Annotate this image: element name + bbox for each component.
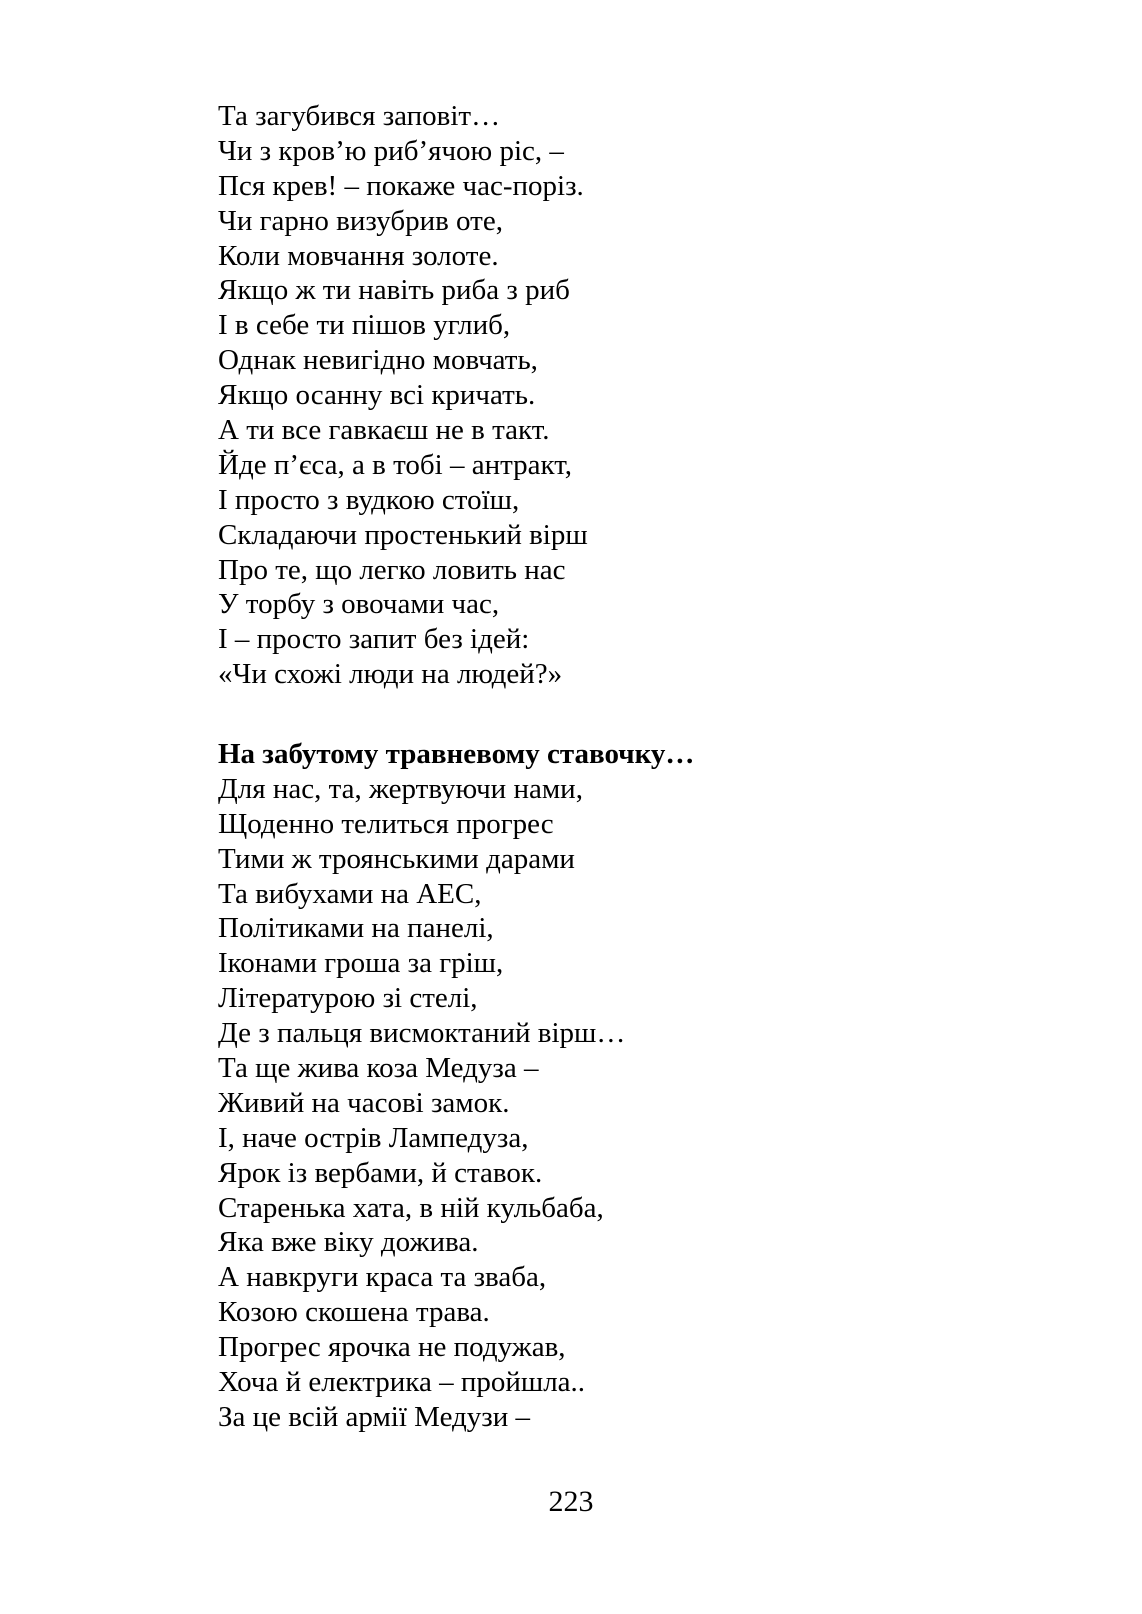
poem-line: За це всій армії Медузи – <box>218 1400 531 1433</box>
poem-line: Для нас, та, жертвуючи нами, <box>218 772 583 805</box>
poem-line: Літературою зі стелі, <box>218 982 478 1015</box>
poem-line: Та ще жива коза Медуза – <box>218 1052 539 1085</box>
poem-line: «Чи схожі люди на людей?» <box>218 658 563 691</box>
poem-line: І в себе ти пішов углиб, <box>218 309 511 342</box>
poem-line: А навкруги краса та зваба, <box>218 1261 547 1294</box>
poem-new <box>218 737 1018 1435</box>
poem-line: Чи з кров’ю риб’ячою ріс, – <box>218 134 564 167</box>
poem-line: Прогрес ярочка не подужав, <box>218 1331 566 1364</box>
poem-line: Старенька хата, в ній кульбаба, <box>218 1191 604 1224</box>
poem-line: Політиками на панелі, <box>218 912 494 945</box>
poem-line: Коли мовчання золоте. <box>218 239 499 272</box>
poem-line: У торбу з овочами час, <box>218 588 500 621</box>
poem-line: Де з пальця висмоктаний вірш… <box>218 1017 626 1050</box>
poem-line: Йде п’єса, а в тобі – антракт, <box>218 448 572 481</box>
poem-line: Ярок із вербами, й ставок. <box>218 1156 543 1189</box>
poem-line: Про те, що легко ловить нас <box>218 553 566 586</box>
poem-line: Якщо ж ти навіть риба з риб <box>218 274 570 307</box>
poem-line: І просто з вудкою стоїш, <box>218 483 520 516</box>
poem-line: Пся крев! – покаже час-поріз. <box>218 169 584 202</box>
poem-line: І, наче острів Лампедуза, <box>218 1121 529 1154</box>
poem-line: Щоденно телиться прогрес <box>218 807 554 840</box>
poem-title: На забутому травневому ставочку… <box>218 738 695 770</box>
poem-line: Якщо осанну всі кричать. <box>218 379 536 412</box>
poem-line: Живий на часові замок. <box>218 1086 510 1119</box>
page-number: 223 <box>548 1485 594 1518</box>
poem-line: Іконами гроша за гріш, <box>218 947 504 980</box>
poem-line: Однак невигідно мовчать, <box>218 344 538 377</box>
poem-line: І – просто запит без ідей: <box>218 623 530 656</box>
poem-line: Складаючи простенький вірш <box>218 518 588 551</box>
poem-continuation <box>218 99 1018 692</box>
poem-line: Та вибухами на АЕС, <box>218 877 482 910</box>
poem-line: Хоча й електрика – пройшла.. <box>218 1366 586 1399</box>
poem-line: Тими ж троянськими дарами <box>218 842 575 875</box>
poem-line: Козою скошена трава. <box>218 1296 490 1329</box>
poem-line: Чи гарно визубрив оте, <box>218 204 503 237</box>
poem-line: Яка вже віку дожива. <box>218 1226 479 1259</box>
poem-line: А ти все гавкаєш не в такт. <box>218 414 550 447</box>
poem-line: Та загубився заповіт… <box>218 100 501 132</box>
